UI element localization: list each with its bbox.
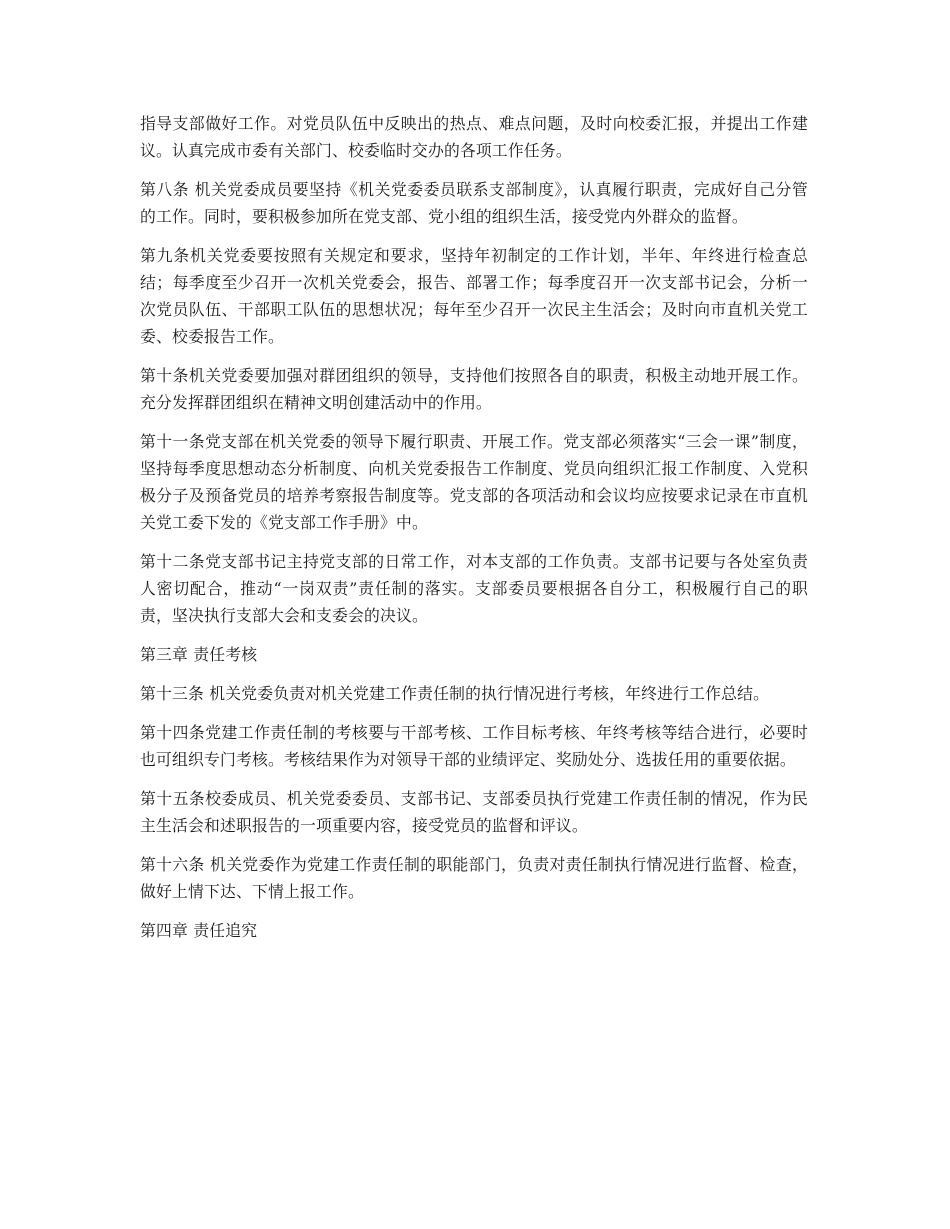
paragraph-article-13: 第十三条 机关党委负责对机关党建工作责任制的执行情况进行考核，年终进行工作总结。 [140, 684, 770, 703]
paragraph-intro: 指导支部做好工作。对党员队伍中反映出的热点、难点问题，及时向校委汇报，并提出工作建议。认真完成市委有关部门、校委临时交办的各项工作任务。 [140, 114, 808, 160]
paragraph-article-11: 第十一条党支部在机关党委的领导下履行职责、开展工作。党支部必须落实“三会一课”制度，坚持每季度思想动态分析制度、向机关党委报告工作制度、党员向组织汇报工作制度、入党积极分子及预备党员的培养考察报告制度等。党支部的各项活动和会议均应按要求记录在市直机关党工委下发的《党支部工作手册》中。 [140, 432, 808, 532]
paragraph-article-16: 第十六条 机关党委作为党建工作责任制的职能部门，负责对责任制执行情况进行监督、检查，做好上情下达、下情上报工作。 [140, 855, 808, 901]
paragraph-article-10: 第十条机关党委要加强对群团组织的领导，支持他们按照各自的职责，积极主动地开展工作。充分发挥群团组织在精神文明创建活动中的作用。 [140, 366, 808, 412]
paragraph-article-8: 第八条 机关党委成员要坚持《机关党委委员联系支部制度》，认真履行职责，完成好自己分管的工作。同时，要积极参加所在党支部、党小组的组织生活，接受党内外群众的监督。 [140, 180, 808, 226]
paragraph-article-15: 第十五条校委成员、机关党委委员、支部书记、支部委员执行党建工作责任制的情况，作为民主生活会和述职报告的一项重要内容，接受党员的监督和评议。 [140, 789, 808, 835]
paragraph-article-14: 第十四条党建工作责任制的考核要与干部考核、工作目标考核、年终考核等结合进行，必要时也可组织专门考核。考核结果作为对领导干部的业绩评定、奖励处分、选拔任用的重要依据。 [140, 723, 808, 769]
paragraph-article-9: 第九条机关党委要按照有关规定和要求，坚持年初制定的工作计划，半年、年终进行检查总结；每季度至少召开一次机关党委会，报告、部署工作；每季度召开一次支部书记会，分析一次党员队伍、干部职工队伍的思想状况；每年至少召开一次民主生活会；及时向市直机关党工委、校委报告工作。 [140, 246, 808, 346]
chapter-4-heading: 第四章 责任追究 [140, 921, 258, 940]
paragraph-article-12: 第十二条党支部书记主持党支部的日常工作，对本支部的工作负责。支部书记要与各处室负责人密切配合，推动“一岗双责”责任制的落实。支部委员要根据各自分工，积极履行自己的职责，坚决执行支部大会和支委会的决议。 [140, 552, 808, 625]
document-page [140, 110, 808, 956]
chapter-3-heading: 第三章 责任考核 [140, 645, 258, 664]
